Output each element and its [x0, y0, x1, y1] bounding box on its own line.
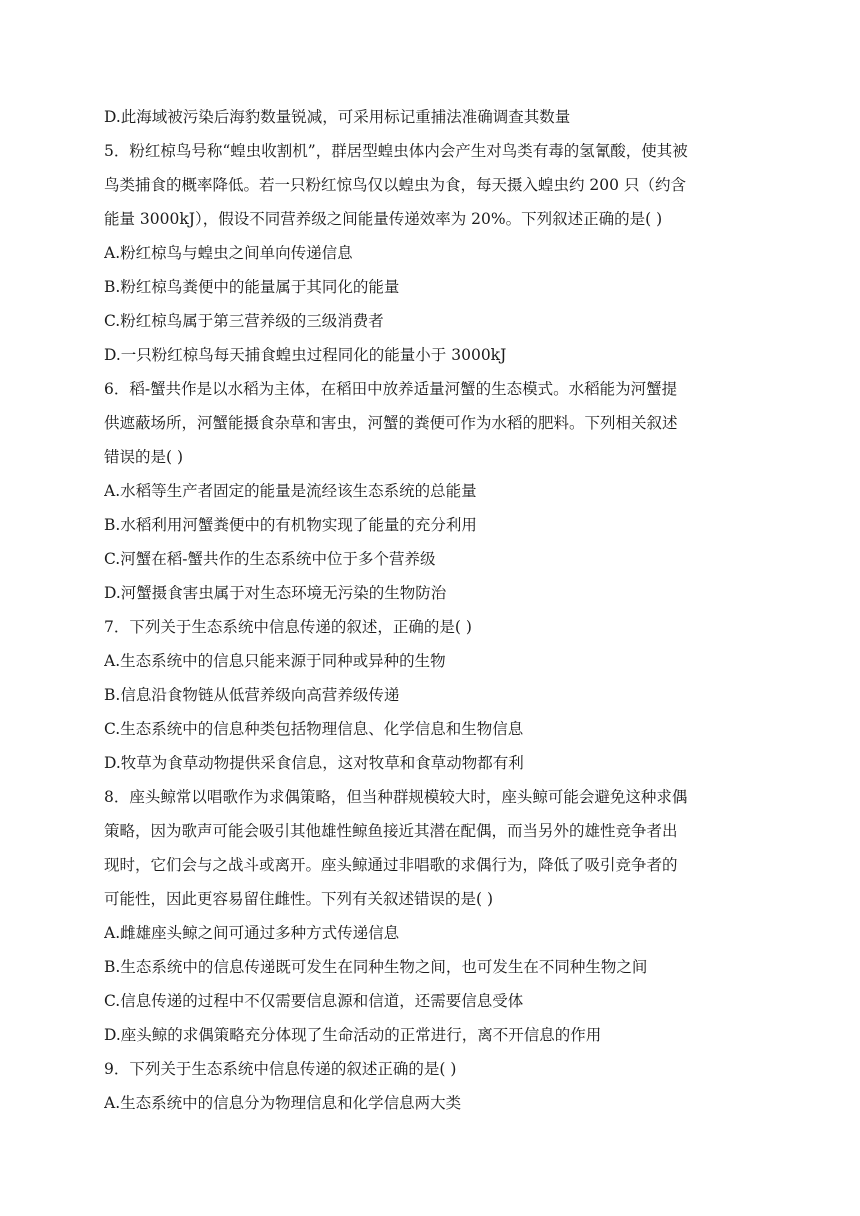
q5-stem-line-1: 5．粉红椋鸟号称“蝗虫收割机”，群居型蝗虫体内会产生对鸟类有毒的氢氰酸，使其被 — [104, 142, 688, 160]
q5-option-a: A.粉红椋鸟与蝗虫之间单向传递信息 — [104, 244, 353, 262]
q8-stem-line-3: 现时，它们会与之战斗或离开。座头鲸通过非唱歌的求偶行为，降低了吸引竞争者的 — [104, 856, 678, 874]
q8-option-b: B.生态系统中的信息传递既可发生在同种生物之间，也可发生在不同种生物之间 — [104, 958, 648, 976]
q6-stem-line-3: 错误的是( ) — [104, 448, 184, 466]
question-8 — [104, 780, 760, 1052]
q5-stem-line-3: 能量 3000kJ），假设不同营养级之间能量传递效率为 20%。下列叙述正确的是( ) — [104, 210, 663, 228]
q6-stem-line-2: 供遮蔽场所，河蟹能摄食杂草和害虫，河蟹的粪便可作为水稻的肥料。下列相关叙述 — [104, 414, 678, 432]
q6-option-d: D.河蟹摄食害虫属于对生态环境无污染的生物防治 — [104, 584, 447, 602]
q9-stem-line-1: 9．下列关于生态系统中信息传递的叙述正确的是( ) — [104, 1060, 457, 1078]
q8-option-a: A.雌雄座头鲸之间可通过多种方式传递信息 — [104, 924, 400, 942]
question-9 — [104, 1052, 760, 1120]
q7-option-a: A.生态系统中的信息只能来源于同种或异种的生物 — [104, 652, 446, 670]
q5-stem-line-2: 鸟类捕食的概率降低。若一只粉红惊鸟仅以蝗虫为食，每天摄入蝗虫约 200 只（约含 — [104, 176, 686, 194]
q8-option-c: C.信息传递的过程中不仅需要信息源和信道，还需要信息受体 — [104, 992, 524, 1010]
q9-option-a: A.生态系统中的信息分为物理信息和化学信息两大类 — [104, 1094, 462, 1112]
document-page — [104, 100, 760, 1120]
q8-stem-line-1: 8．座头鲸常以唱歌作为求偶策略，但当种群规模较大时，座头鲸可能会避免这种求偶 — [104, 788, 688, 806]
q7-option-b: B.信息沿食物链从低营养级向高营养级传递 — [104, 686, 400, 704]
q6-stem-line-1: 6．稻-蟹共作是以水稻为主体，在稻田中放养适量河蟹的生态模式。水稻能为河蟹提 — [104, 380, 678, 398]
question-7 — [104, 610, 760, 780]
q6-option-a: A.水稻等生产者固定的能量是流经该生态系统的总能量 — [104, 482, 477, 500]
q5-option-b: B.粉红椋鸟粪便中的能量属于其同化的能量 — [104, 278, 400, 296]
q8-stem-line-4: 可能性，因此更容易留住雌性。下列有关叙述错误的是( ) — [104, 890, 494, 908]
q8-stem-line-2: 策略，因为歌声可能会吸引其他雄性鲸鱼接近其潜在配偶，而当另外的雄性竞争者出 — [104, 822, 678, 840]
question-6 — [104, 372, 760, 610]
q5-option-c: C.粉红椋鸟属于第三营养级的三级消费者 — [104, 312, 384, 330]
q8-option-d: D.座头鲸的求偶策略充分体现了生命活动的正常进行，离不开信息的作用 — [104, 1026, 602, 1044]
q7-option-c: C.生态系统中的信息种类包括物理信息、化学信息和生物信息 — [104, 720, 524, 738]
q4-option-d: D.此海域被污染后海豹数量锐减，可采用标记重捕法准确调查其数量 — [104, 108, 571, 126]
question-5 — [104, 134, 760, 372]
q7-option-d: D.牧草为食草动物提供采食信息，这对牧草和食草动物都有利 — [104, 754, 524, 772]
q7-stem-line-1: 7．下列关于生态系统中信息传递的叙述，正确的是( ) — [104, 618, 472, 636]
q6-option-b: B.水稻利用河蟹粪便中的有机物实现了能量的充分利用 — [104, 516, 477, 534]
q5-option-d: D.一只粉红椋鸟每天捕食蝗虫过程同化的能量小于 3000kJ — [104, 346, 507, 364]
q6-option-c: C.河蟹在稻-蟹共作的生态系统中位于多个营养级 — [104, 550, 436, 568]
